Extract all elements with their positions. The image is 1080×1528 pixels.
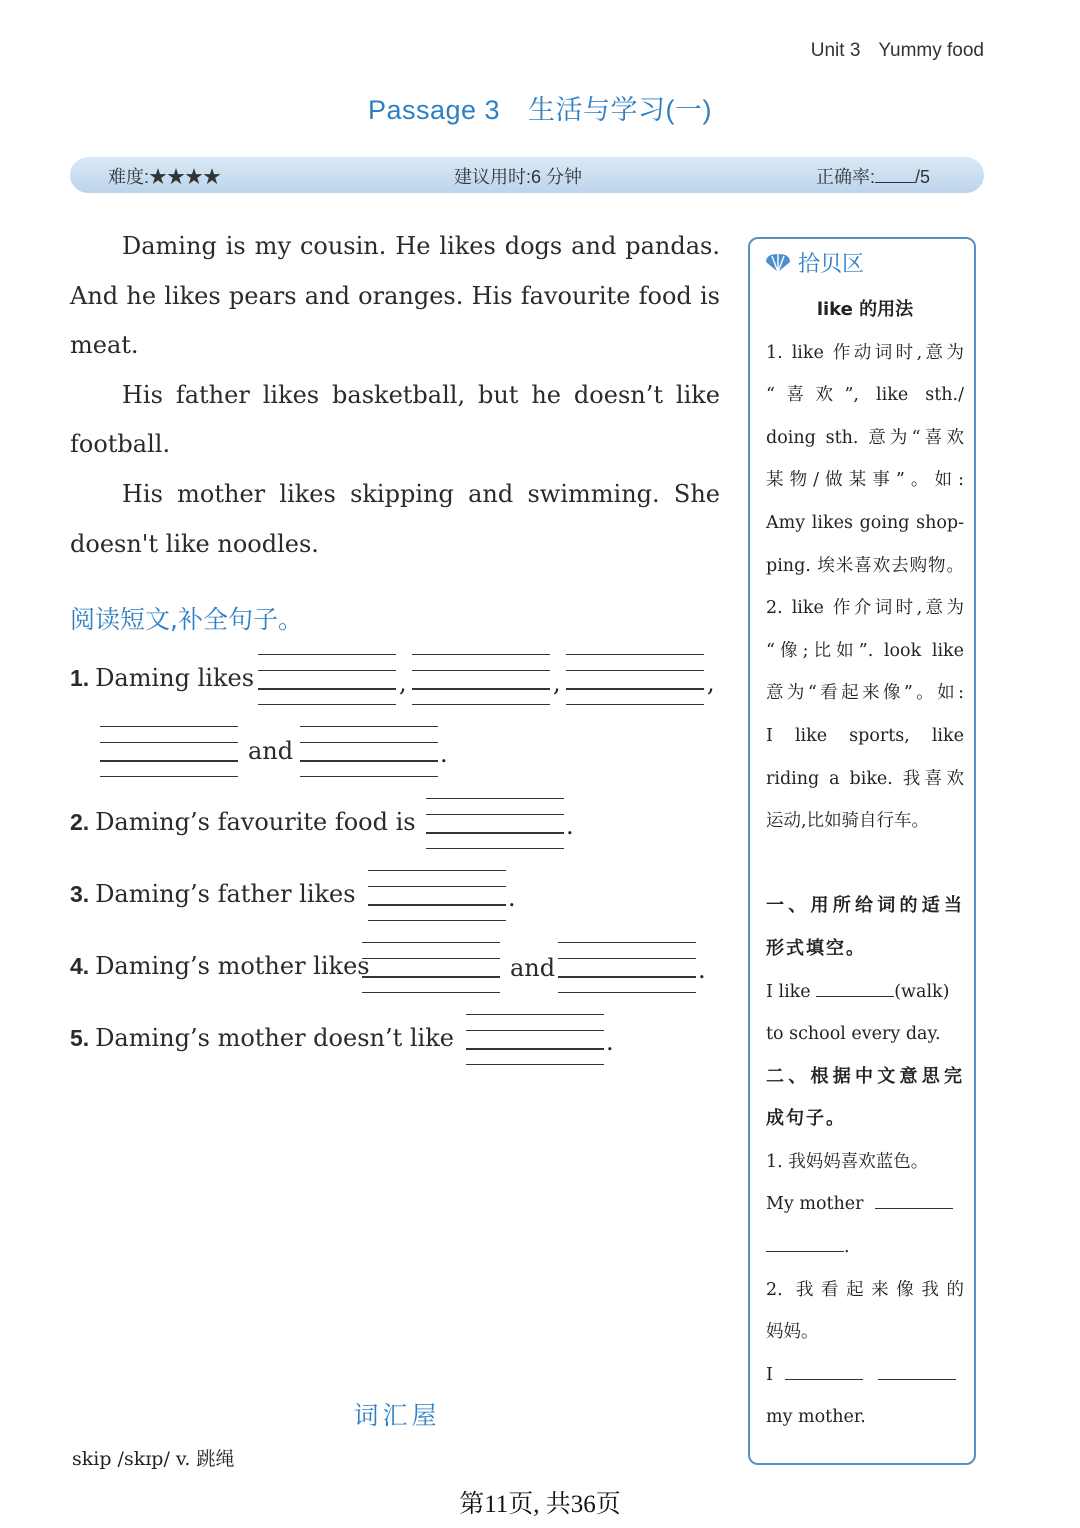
comma: , (399, 669, 407, 697)
comma: , (553, 669, 561, 697)
and-word: and (510, 954, 556, 982)
sidebar-body (766, 289, 964, 1439)
unit-header (811, 40, 984, 62)
sidebar-tips-box (748, 237, 976, 1465)
period: . (606, 1028, 614, 1056)
sidebar-line: ping. 埃米喜欢去购物。 (766, 555, 964, 576)
question-text: Daming likes (95, 664, 255, 692)
sidebar-text: I like (766, 981, 811, 1002)
sidebar-line: 意为“看起来像”。如: (766, 683, 964, 704)
comma: , (707, 669, 715, 697)
vocab-entry: skip /skɪp/ v. 跳绳 (72, 1448, 235, 1470)
sidebar-title: 拾贝区 (798, 252, 865, 277)
question-text: Daming’s father likes (95, 880, 356, 908)
page-counter: 第11页, 共36页 (459, 1491, 621, 1518)
question-text: Daming’s mother doesn’t like (95, 1024, 454, 1052)
question-text: Daming’s mother likes (95, 952, 370, 980)
period: . (566, 812, 574, 840)
vocab-title: 词汇屋 (353, 1401, 441, 1430)
passage-title (0, 88, 1080, 127)
sidebar-exercise-2-title-cont: 成句子。 (766, 1108, 846, 1130)
passage-number: Passage 3 (367, 95, 501, 125)
unit-number: Unit 3 (810, 40, 861, 61)
passage-paragraph-2: His father likes basketball, but he doesn’t like football. (70, 380, 720, 459)
sidebar-blank[interactable] (816, 978, 894, 997)
question-4 (70, 952, 370, 980)
question-1 (70, 664, 254, 692)
period: . (440, 740, 448, 768)
sidebar-text: My mother (766, 1194, 864, 1215)
question-number: 3. (70, 881, 90, 907)
reading-passage (70, 222, 720, 569)
sidebar-line: doing sth. 意为“喜欢 (766, 427, 964, 448)
question-number: 2. (70, 809, 90, 835)
question-3 (70, 880, 356, 908)
question-text: Daming’s favourite food is (95, 808, 416, 836)
shell-icon (764, 252, 792, 274)
sidebar-line: Amy likes going shop- (766, 512, 964, 533)
period: . (508, 884, 516, 912)
sidebar-exercise-1-title-cont: 形式填空。 (766, 937, 866, 959)
sidebar-header (764, 247, 864, 278)
accuracy-blank[interactable] (875, 166, 915, 183)
sidebar-line: 1. like 作动词时,意为 (766, 342, 964, 363)
sidebar-blank[interactable] (878, 1361, 956, 1380)
info-bar (70, 157, 984, 193)
sidebar-blank[interactable] (766, 1233, 844, 1252)
accuracy-score (816, 163, 930, 189)
question-number: 5. (70, 1025, 90, 1051)
sidebar-hint: (walk) (894, 981, 950, 1002)
sidebar-line: I like sports, like (766, 725, 964, 746)
sidebar-exercise-2-q1-answer (766, 1183, 964, 1226)
sidebar-exercise-2-q1: 1. 我妈妈喜欢蓝色。 (766, 1151, 929, 1172)
sidebar-exercise-2-q2: 2. 我看起来像我的 (766, 1279, 964, 1300)
sidebar-blank[interactable] (785, 1361, 863, 1380)
sidebar-exercise-2-q2-answer (766, 1354, 964, 1397)
sidebar-exercise-1-line (766, 971, 964, 1014)
question-number: 1. (70, 665, 90, 691)
accuracy-label: 正确率: (816, 167, 876, 187)
passage-heading: 生活与学习(一) (528, 95, 713, 125)
sidebar-text: I (766, 1364, 773, 1385)
passage-paragraph-3: His mother likes skipping and swimming. She doesn't like noodles. (70, 479, 720, 558)
exercise-title: 阅读短文,补全句子。 (70, 605, 303, 634)
passage-paragraph-1: Daming is my cousin. He likes dogs and pandas. And he likes pears and oranges. His favourite food is meat. (70, 232, 720, 360)
accuracy-total: /5 (915, 167, 931, 187)
question-number: 4. (70, 953, 90, 979)
sidebar-line: riding a bike. 我喜欢 (766, 768, 964, 789)
and-word: and (248, 737, 294, 765)
sidebar-exercise-1-line2: to school every day. (766, 1024, 941, 1045)
sidebar-subtitle: like 的用法 (816, 299, 914, 320)
sidebar-line: 某物/做某事”。如: (766, 470, 964, 491)
question-5 (70, 1024, 454, 1052)
question-2 (70, 808, 416, 836)
unit-title: Yummy food (878, 40, 984, 61)
sidebar-line: 2. like 作介词时,意为 (766, 598, 964, 619)
sidebar-blank[interactable] (875, 1190, 953, 1209)
sidebar-line: “喜欢”, like sth./ (766, 385, 964, 406)
period: . (698, 956, 706, 984)
sidebar-line: 运动,比如骑自行车。 (766, 811, 930, 832)
difficulty-rating: 难度:★★★★ (108, 167, 222, 187)
sidebar-exercise-2-q2-cont: 妈妈。 (766, 1322, 819, 1343)
sidebar-exercise-1-title: 一、用所给词的适当 (766, 895, 964, 917)
sidebar-line: “像;比如”. look like (766, 640, 964, 661)
sidebar-exercise-2-q1-answer-cont: . (766, 1226, 964, 1269)
sidebar-exercise-2-title: 二、根据中文意思完 (766, 1065, 964, 1087)
suggested-time: 建议用时:6 分钟 (454, 167, 583, 187)
sidebar-exercise-2-q2-answer-cont: my mother. (766, 1407, 866, 1428)
